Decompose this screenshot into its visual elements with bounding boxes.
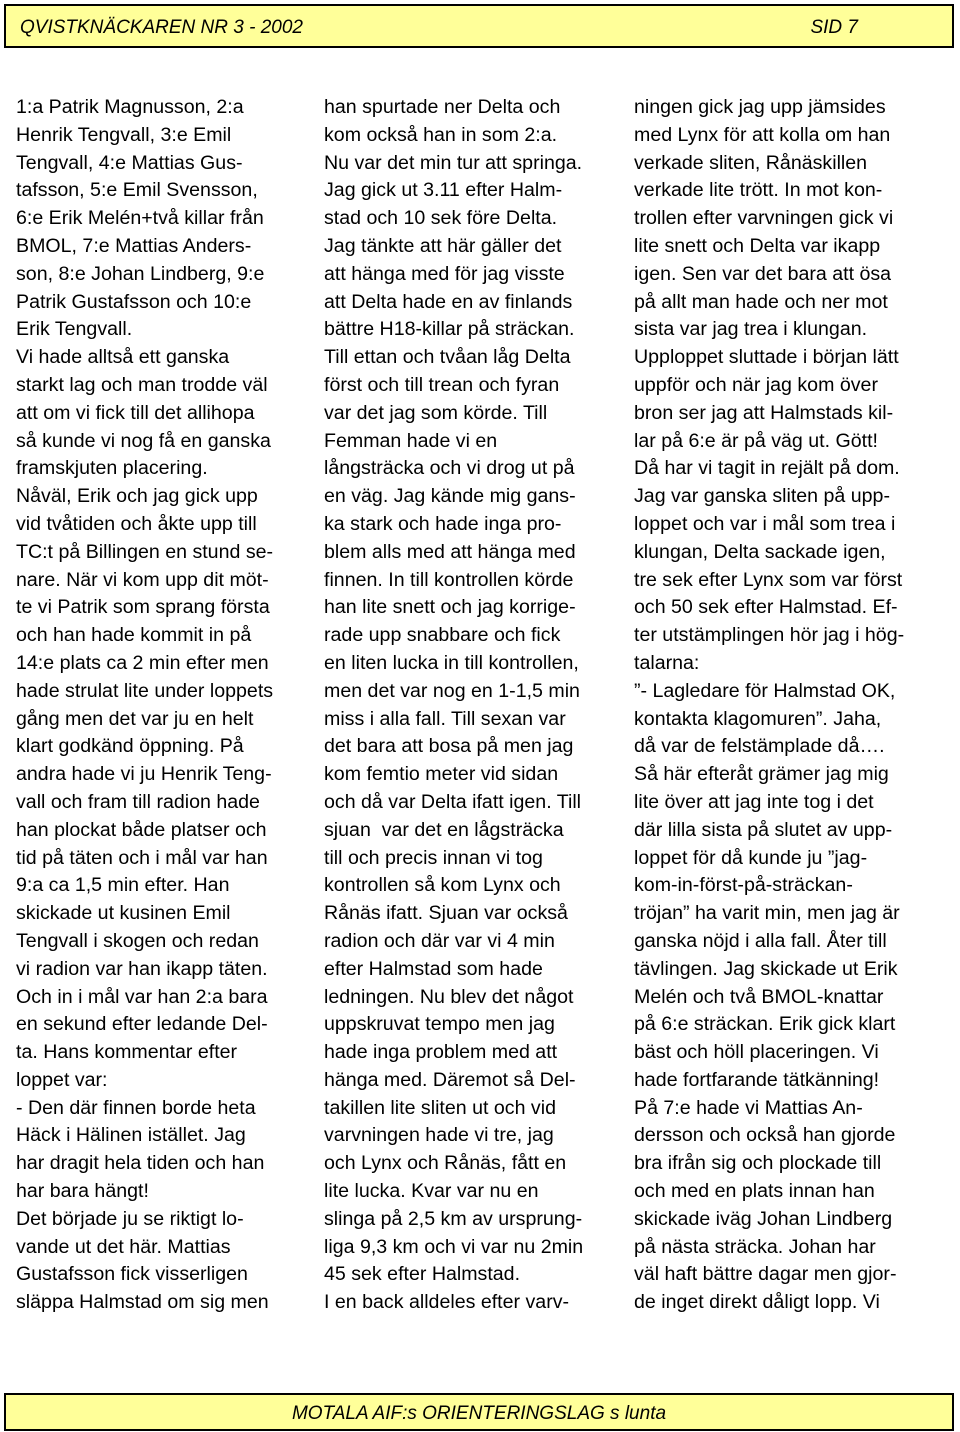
- text-line: Häck i Hälinen istället. Jag: [16, 1124, 246, 1147]
- text-line: klungan, Delta sackade igen,: [634, 540, 886, 563]
- text-line: radion och där var vi 4 min: [324, 929, 555, 952]
- text-line: kom också han in som 2:a.: [324, 123, 558, 146]
- text-line: de inget direkt dåligt lopp. Vi: [634, 1291, 880, 1314]
- text-line: trollen efter varvningen gick vi: [634, 207, 894, 230]
- text-line: att hänga med för jag visste: [324, 262, 565, 285]
- text-line: att om vi fick till det allihopa: [16, 401, 255, 424]
- text-line: verkade lite trött. In mot kon-: [634, 179, 883, 202]
- text-line: Femman hade vi en: [324, 429, 498, 452]
- text-line: - Den där finnen borde heta: [16, 1096, 256, 1119]
- text-line: efter Halmstad som hade: [324, 957, 543, 980]
- text-line: Rånäs ifatt. Sjuan var också: [324, 902, 568, 925]
- text-line: och då var Delta ifatt igen. Till: [324, 790, 582, 813]
- footer-text: MOTALA AIF:s ORIENTERINGSLAG s lunta: [291, 1403, 667, 1424]
- text-line: men det var nog en 1-1,5 min: [324, 679, 580, 702]
- text-line: slinga på 2,5 km av ursprung-: [324, 1207, 583, 1230]
- text-line: en väg. Jag kände mig gans-: [324, 485, 576, 508]
- text-line: ”- Lagledare för Halmstad OK,: [634, 679, 896, 702]
- text-line: lite lucka. Kvar var nu en: [324, 1180, 539, 1203]
- text-line: släppa Halmstad om sig men: [16, 1291, 269, 1314]
- text-line: loppet för då kunde ju ”jag-: [634, 846, 868, 869]
- text-line: Vi hade alltså ett ganska: [16, 346, 230, 369]
- text-line: framskjuten placering.: [16, 457, 208, 480]
- text-line: och Lynx och Rånäs, fått en: [324, 1152, 567, 1175]
- text-line: lar på 6:e är på väg ut. Gött!: [634, 429, 878, 452]
- text-line: blem alls med att hänga med: [324, 540, 576, 563]
- text-line: att Delta hade en av finlands: [324, 290, 573, 313]
- text-line: sjuan var det en lågsträcka: [324, 818, 564, 841]
- article-column-1: [16, 94, 312, 1317]
- text-line: sista var jag trea i klungan.: [634, 318, 868, 341]
- text-line: bättre H18-killar på sträckan.: [324, 318, 575, 341]
- text-line: på allt man hade och ner mot: [634, 290, 888, 313]
- text-line: skickade ut kusinen Emil: [16, 902, 231, 925]
- text-line: Jag gick ut 3.11 efter Halm-: [324, 179, 563, 202]
- text-line: varvningen hade vi tre, jag: [324, 1124, 554, 1147]
- text-line: var det jag som körde. Till: [324, 401, 548, 424]
- text-line: Nu var det min tur att springa.: [324, 151, 583, 174]
- text-line: klart godkänd öppning. På: [16, 735, 244, 758]
- text-line: på nästa sträcka. Johan har: [634, 1235, 876, 1258]
- text-line: Det började ju se riktigt lo-: [16, 1207, 244, 1230]
- text-line: kom-in-först-på-sträckan-: [634, 874, 853, 897]
- text-line: miss i alla fall. Till sexan var: [324, 707, 566, 730]
- text-line: kom femtio meter vid sidan: [324, 763, 559, 786]
- text-line: Erik Tengvall.: [16, 318, 133, 341]
- publication-title: QVISTKNÄCKAREN NR 3 - 2002: [20, 17, 303, 38]
- text-line: hänga med. Däremot så Del-: [324, 1068, 576, 1091]
- text-line: Nåväl, Erik och jag gick upp: [16, 485, 258, 508]
- text-line: en sekund efter ledande Del-: [16, 1013, 268, 1036]
- text-line: gång men det var ju en helt: [16, 707, 254, 730]
- text-line: BMOL, 7:e Mattias Anders-: [16, 234, 252, 257]
- text-line: bäst och höll placeringen. Vi: [634, 1041, 879, 1064]
- text-line: kontakta klagomuren”. Jaha,: [634, 707, 882, 730]
- text-line: Jag var ganska sliten på upp-: [634, 485, 890, 508]
- text-line: loppet var:: [16, 1068, 108, 1091]
- text-line: Upploppet sluttade i början lätt: [634, 346, 899, 369]
- text-line: tre sek efter Lynx som var först: [634, 568, 903, 591]
- text-line: Till ettan och tvåan låg Delta: [324, 346, 571, 369]
- text-line: på 6:e sträckan. Erik gick klart: [634, 1013, 896, 1036]
- text-line: har bara hängt!: [16, 1180, 149, 1203]
- text-line: uppför och när jag kom över: [634, 373, 878, 396]
- text-line: lite över att jag inte tog i det: [634, 790, 874, 813]
- text-line: igen. Sen var det bara att ösa: [634, 262, 892, 285]
- text-line: tid på täten och i mål var han: [16, 846, 268, 869]
- text-line: tröjan” ha varit min, men jag är: [634, 902, 900, 925]
- text-line: Henrik Tengvall, 3:e Emil: [16, 123, 232, 146]
- text-line: kontrollen så kom Lynx och: [324, 874, 561, 897]
- text-line: ledningen. Nu blev det något: [324, 985, 574, 1008]
- text-line: Då har vi tagit in rejält på dom.: [634, 457, 900, 480]
- text-line: ter utstämplingen hör jag i hög-: [634, 624, 905, 647]
- text-line: en liten lucka in till kontrollen,: [324, 651, 579, 674]
- text-line: lite snett och Delta var ikapp: [634, 234, 881, 257]
- text-line: då var de felstämplade då….: [634, 735, 885, 758]
- text-line: Jag tänkte att här gäller det: [324, 234, 562, 257]
- text-line: tafsson, 5:e Emil Svensson,: [16, 179, 258, 202]
- text-line: han spurtade ner Delta och: [324, 96, 561, 118]
- text-line: son, 8:e Johan Lindberg, 9:e: [16, 262, 265, 285]
- text-line: stad och 10 sek före Delta.: [324, 207, 558, 230]
- text-line: På 7:e hade vi Mattias An-: [634, 1096, 863, 1119]
- text-line: väl haft bättre dagar men gjor-: [634, 1263, 897, 1286]
- text-line: långsträcka och vi drog ut på: [324, 457, 575, 480]
- text-line: bra ifrån sig och plockade till: [634, 1152, 882, 1175]
- text-line: han plockat både platser och: [16, 818, 267, 841]
- text-line: Så här efteråt grämer jag mig: [634, 763, 889, 786]
- text-line: hade inga problem med att: [324, 1041, 558, 1064]
- text-line: till och precis innan vi tog: [324, 846, 543, 869]
- text-line: 6:e Erik Melén+två killar från: [16, 207, 264, 230]
- text-line: vid tvåtiden och åkte upp till: [16, 512, 257, 535]
- text-line: ningen gick jag upp jämsides: [634, 96, 886, 118]
- text-line: hade strulat lite under loppets: [16, 679, 274, 702]
- text-line: nare. När vi kom upp dit möt-: [16, 568, 269, 591]
- text-line: ka stark och hade inga pro-: [324, 512, 562, 535]
- text-line: först och till trean och fyran: [324, 373, 560, 396]
- text-line: ta. Hans kommentar efter: [16, 1041, 238, 1064]
- text-line: dersson och också han gjorde: [634, 1124, 896, 1147]
- text-line: talarna:: [634, 651, 700, 674]
- text-line: te vi Patrik som sprang första: [16, 596, 270, 619]
- text-line: takillen lite sliten ut och vid: [324, 1096, 556, 1119]
- text-line: 14:e plats ca 2 min efter men: [16, 651, 269, 674]
- article-column-3: [634, 94, 944, 1317]
- text-line: verkade sliten, Rånäskillen: [634, 151, 868, 174]
- text-line: han lite snett och jag korrige-: [324, 596, 576, 619]
- text-line: Tengvall, 4:e Mattias Gus-: [16, 151, 243, 174]
- text-line: där lilla sista på slutet av upp-: [634, 818, 893, 841]
- text-line: Tengvall i skogen och redan: [16, 929, 259, 952]
- text-line: skickade iväg Johan Lindberg: [634, 1207, 893, 1230]
- text-line: I en back alldeles efter varv-: [324, 1291, 570, 1314]
- text-line: med Lynx för att kolla om han: [634, 123, 891, 146]
- text-line: 45 sek efter Halmstad.: [324, 1263, 521, 1286]
- text-line: finnen. In till kontrollen körde: [324, 568, 574, 591]
- text-line: andra hade vi ju Henrik Teng-: [16, 763, 272, 786]
- page-footer: [4, 1393, 954, 1431]
- text-line: rade upp snabbare och fick: [324, 624, 561, 647]
- text-line: Melén och två BMOL-knattar: [634, 985, 884, 1008]
- text-line: hade fortfarande tätkänning!: [634, 1068, 880, 1091]
- text-line: 9:a ca 1,5 min efter. Han: [16, 874, 230, 897]
- text-line: 1:a Patrik Magnusson, 2:a: [16, 96, 244, 118]
- text-line: så kunde vi nog få en ganska: [16, 429, 271, 452]
- text-line: Patrik Gustafsson och 10:e: [16, 290, 252, 313]
- text-line: uppskruvat tempo men jag: [324, 1013, 555, 1036]
- text-line: starkt lag och man trodde väl: [16, 373, 268, 396]
- text-line: Och in i mål var han 2:a bara: [16, 985, 268, 1008]
- text-line: det bara att bosa på men jag: [324, 735, 574, 758]
- text-line: loppet och var i mål som trea i: [634, 512, 896, 535]
- text-line: vi radion var han ikapp täten.: [16, 957, 268, 980]
- text-line: Gustafsson fick visserligen: [16, 1263, 248, 1286]
- text-line: och han hade kommit in på: [16, 624, 252, 647]
- text-line: och med en plats innan han: [634, 1180, 875, 1203]
- text-line: vall och fram till radion hade: [16, 790, 260, 813]
- text-line: liga 9,3 km och vi var nu 2min: [324, 1235, 584, 1258]
- text-line: vande ut det här. Mattias: [16, 1235, 231, 1258]
- text-line: tävlingen. Jag skickade ut Erik: [634, 957, 898, 980]
- text-line: bron ser jag att Halmstads kil-: [634, 401, 894, 424]
- text-line: och 50 sek efter Halmstad. Ef-: [634, 596, 898, 619]
- text-line: har dragit hela tiden och han: [16, 1152, 265, 1175]
- page-number: SID 7: [810, 17, 858, 38]
- text-line: TC:t på Billingen en stund se-: [16, 540, 274, 563]
- article-column-2: [324, 94, 626, 1317]
- page-header: [4, 4, 954, 48]
- text-line: ganska nöjd i alla fall. Åter till: [634, 929, 887, 952]
